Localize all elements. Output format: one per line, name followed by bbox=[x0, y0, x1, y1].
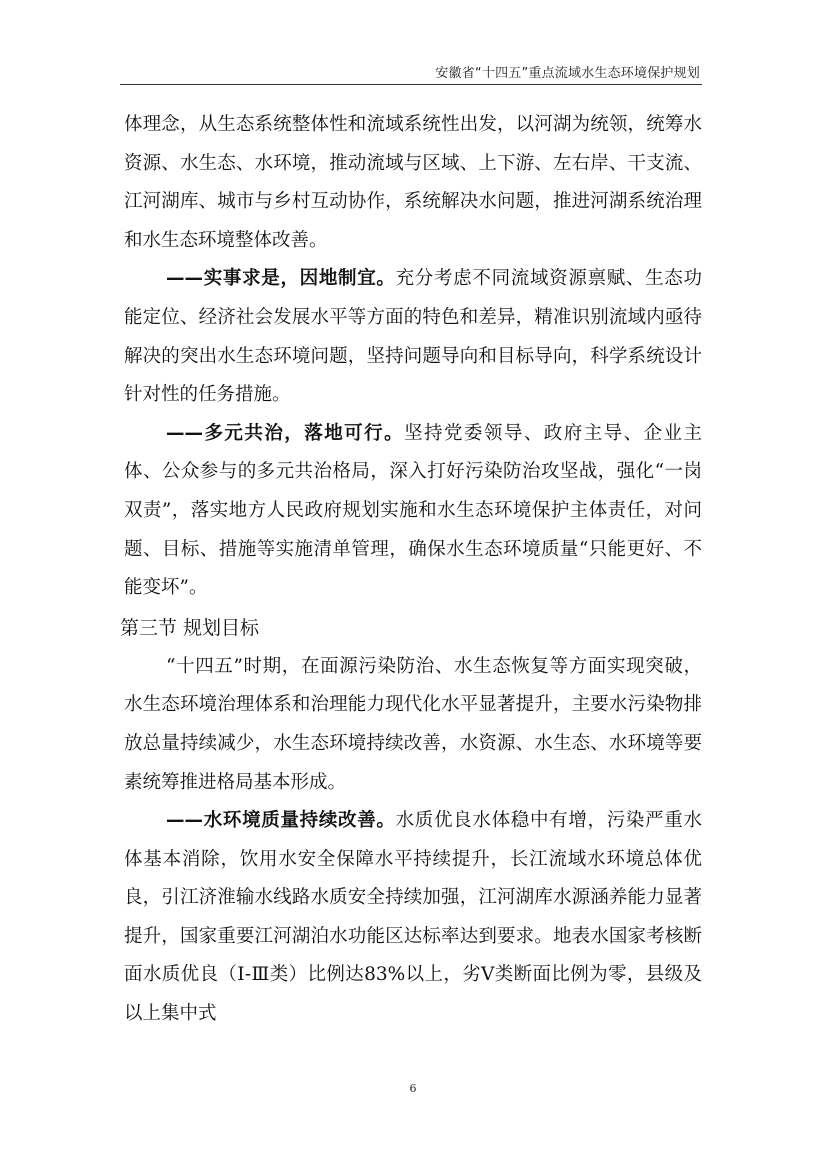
paragraph-2 bbox=[124, 260, 702, 414]
page-header bbox=[120, 58, 702, 85]
paragraph-4 bbox=[124, 648, 702, 802]
paragraph-text: 充分考虑不同流域资源禀赋、生态功能定位、经济社会发展水平等方面的特色和差异，精准识别流域内亟待解决的突出水生态环境问题，坚持问题导向和目标导向，科学系统设计针对性的任务措施。 bbox=[124, 268, 702, 406]
paragraph-text: 坚持党委领导、政府主导、企业主体、公众参与的多元共治格局，深入打好污染防治攻坚战，强化“一岗双责”，落实地方人民政府规划实施和水生态环境保护主体责任，对问题、目标、措施等实施清单管理，确保水生态环境质量“只能更好、不能变坏”。 bbox=[124, 422, 702, 599]
paragraph-text: 水质优良水体稳中有增，污染严重水体基本消除，饮用水安全保障水平持续提升，长江流域水环境总体优良，引江济淮输水线路水质安全持续加强，江河湖库水源涵养能力显著提升，国家重要江河湖泊水功能区达标率达到要求。地表水国家考核断面水质优良（Ⅰ-Ⅲ类）比例达83%以上，劣Ⅴ类断面比例为零，县级及以上集中式 bbox=[124, 810, 702, 1025]
page-number: 6 bbox=[409, 1082, 417, 1095]
section-title: 第三节 规划目标 bbox=[120, 616, 260, 639]
paragraph-5 bbox=[124, 802, 702, 1034]
header-title: 安徽省“十四五”重点流域水生态环境保护规划 bbox=[435, 66, 700, 81]
paragraph-1 bbox=[124, 106, 702, 260]
paragraph-lead: ——水环境质量持续改善。 bbox=[166, 810, 396, 832]
document-body bbox=[120, 106, 702, 1034]
paragraph-lead: ——多元共治，落地可行。 bbox=[166, 422, 405, 444]
paragraph-text: “十四五”时期，在面源污染防治、水生态恢复等方面实现突破，水生态环境治理体系和治理能力现代化水平显著提升，主要水污染物排放总量持续减少，水生态环境持续改善，水资源、水生态、水环境等要素统筹推进格局基本形成。 bbox=[124, 655, 702, 793]
paragraph-3 bbox=[124, 415, 702, 608]
paragraph-lead: ——实事求是，因地制宜。 bbox=[166, 268, 396, 290]
paragraph-text: 体理念，从生态系统整体性和流域系统性出发，以河湖为统领，统筹水资源、水生态、水环境，推动流域与区域、上下游、左右岸、干支流、江河湖库、城市与乡村互动协作，系统解决水问题，推进河湖系统治理和水生态环境整体改善。 bbox=[124, 114, 702, 251]
